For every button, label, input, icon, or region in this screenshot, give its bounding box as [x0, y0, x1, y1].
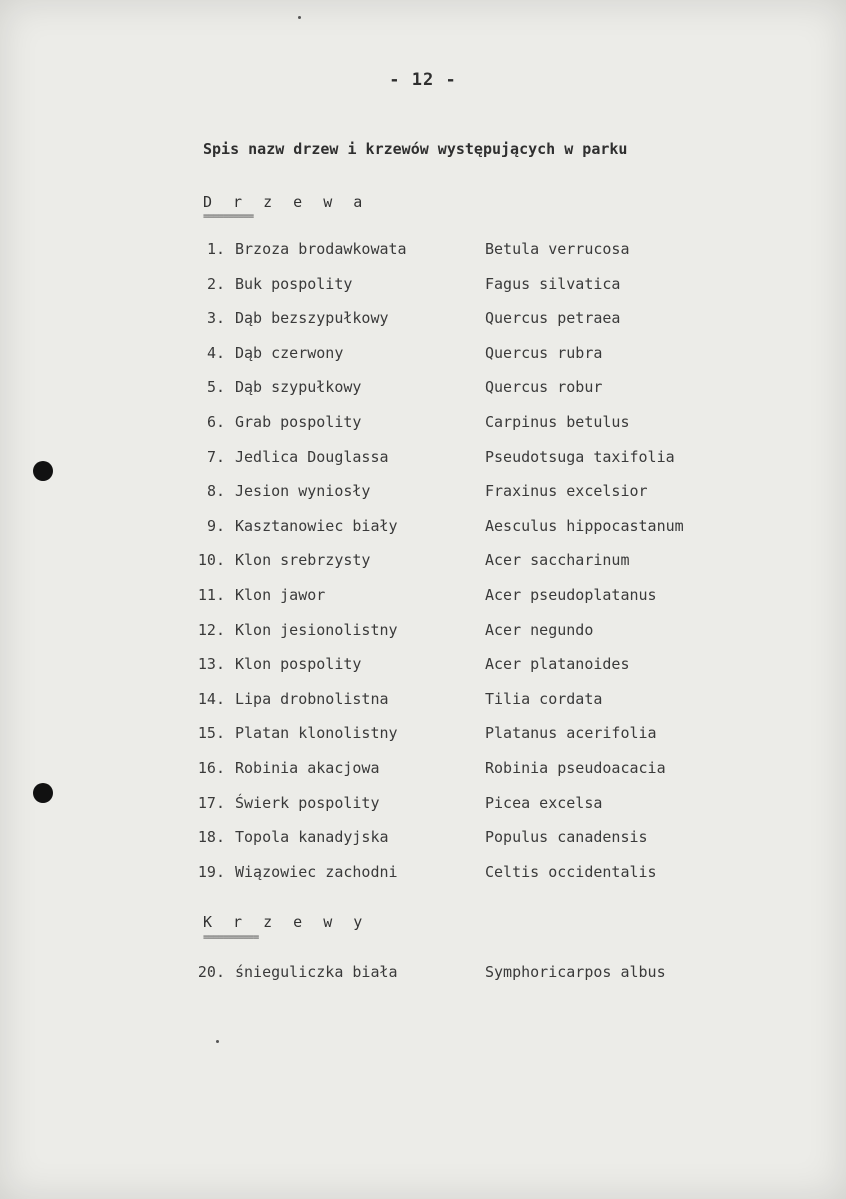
list-item	[195, 344, 755, 379]
item-number: 2.	[206, 274, 225, 293]
item-number: 1.	[206, 240, 225, 258]
list-item	[195, 759, 755, 794]
page-title: Spis nazw drzew i krzewów występujących w parku	[203, 140, 628, 158]
common-name: Dąb czerwony	[235, 343, 344, 362]
latin-name: Fagus silvatica	[485, 274, 621, 293]
item-number: 15.	[197, 724, 225, 743]
punch-hole	[33, 783, 53, 803]
item-number: 10.	[197, 551, 225, 570]
common-name: Klon srebrzysty	[235, 551, 371, 570]
common-name: Jesion wyniosły	[235, 482, 371, 501]
paper-speck	[298, 16, 301, 19]
common-name: Jedlica Douglassa	[235, 447, 389, 466]
common-name: Platan klonolistny	[235, 724, 398, 743]
list-item	[195, 551, 755, 586]
list-item	[195, 586, 755, 621]
common-name: Klon jesionolistny	[235, 620, 398, 639]
common-name: Brzoza brodawkowata	[235, 240, 407, 258]
latin-name: Quercus rubra	[485, 343, 603, 362]
list-item	[195, 482, 755, 517]
item-number: 17.	[197, 793, 225, 812]
list-item	[195, 309, 755, 344]
common-name: Topola kanadyjska	[235, 828, 389, 847]
latin-name: Symphoricarpos albus	[485, 963, 666, 981]
latin-name: Tilia cordata	[485, 689, 603, 708]
item-number: 7.	[206, 447, 225, 466]
latin-name: Pseudotsuga taxifolia	[485, 447, 675, 466]
latin-name: Acer saccharinum	[485, 551, 630, 570]
common-name: Dąb szypułkowy	[235, 378, 362, 397]
section-heading-shrubs: K r z e w y	[203, 913, 369, 931]
item-number: 19.	[197, 862, 225, 881]
list-item	[195, 240, 755, 275]
item-number: 6.	[206, 412, 225, 431]
latin-name: Carpinus betulus	[485, 412, 630, 431]
list-item	[195, 828, 755, 863]
shrubs-list	[195, 963, 755, 998]
latin-name: Acer platanoides	[485, 655, 630, 674]
item-number: 9.	[206, 516, 225, 535]
latin-name: Celtis occidentalis	[485, 862, 657, 881]
latin-name: Acer negundo	[485, 620, 594, 639]
trees-list	[195, 240, 755, 897]
item-number: 13.	[197, 655, 225, 674]
latin-name: Populus canadensis	[485, 828, 648, 847]
latin-name: Quercus robur	[485, 378, 603, 397]
item-number: 16.	[197, 758, 225, 777]
latin-name: Quercus petraea	[485, 309, 621, 328]
common-name: Kasztanowiec biały	[235, 516, 398, 535]
section-underline-trees: ==========	[203, 211, 254, 222]
latin-name: Picea excelsa	[485, 793, 603, 812]
common-name: Wiązowiec zachodni	[235, 862, 398, 881]
latin-name: Aesculus hippocastanum	[485, 516, 684, 535]
common-name: śnieguliczka biała	[235, 963, 398, 981]
list-item	[195, 621, 755, 656]
latin-name: Robinia pseudoacacia	[485, 758, 666, 777]
list-item	[195, 448, 755, 483]
list-item	[195, 655, 755, 690]
common-name: Klon pospolity	[235, 655, 362, 674]
list-item	[195, 378, 755, 413]
list-item	[195, 690, 755, 725]
common-name: Buk pospolity	[235, 274, 353, 293]
item-number: 4.	[206, 343, 225, 362]
common-name: Robinia akacjowa	[235, 758, 380, 777]
item-number: 5.	[206, 378, 225, 397]
paper-speck	[216, 1040, 219, 1043]
item-number: 14.	[197, 689, 225, 708]
list-item	[195, 794, 755, 829]
common-name: Świerk pospolity	[235, 793, 380, 812]
list-item	[195, 275, 755, 310]
latin-name: Fraxinus excelsior	[485, 482, 648, 501]
common-name: Dąb bezszypułkowy	[235, 309, 389, 328]
latin-name: Betula verrucosa	[485, 240, 630, 258]
common-name: Klon jawor	[235, 585, 326, 604]
item-number: 12.	[197, 620, 225, 639]
punch-hole	[33, 461, 53, 481]
page-number: - 12 -	[389, 70, 457, 90]
latin-name: Platanus acerifolia	[485, 724, 657, 743]
item-number: 18.	[197, 828, 225, 847]
common-name: Grab pospolity	[235, 412, 362, 431]
common-name: Lipa drobnolistna	[235, 689, 389, 708]
item-number: 20.	[197, 963, 225, 981]
item-number: 3.	[206, 309, 225, 328]
latin-name: Acer pseudoplatanus	[485, 585, 657, 604]
section-underline-shrubs: ===========	[203, 932, 259, 943]
item-number: 8.	[206, 482, 225, 501]
section-heading-trees: D r z e w a	[203, 193, 369, 211]
list-item	[195, 963, 755, 998]
list-item	[195, 863, 755, 898]
list-item	[195, 413, 755, 448]
list-item	[195, 517, 755, 552]
list-item	[195, 724, 755, 759]
item-number: 11.	[197, 585, 225, 604]
